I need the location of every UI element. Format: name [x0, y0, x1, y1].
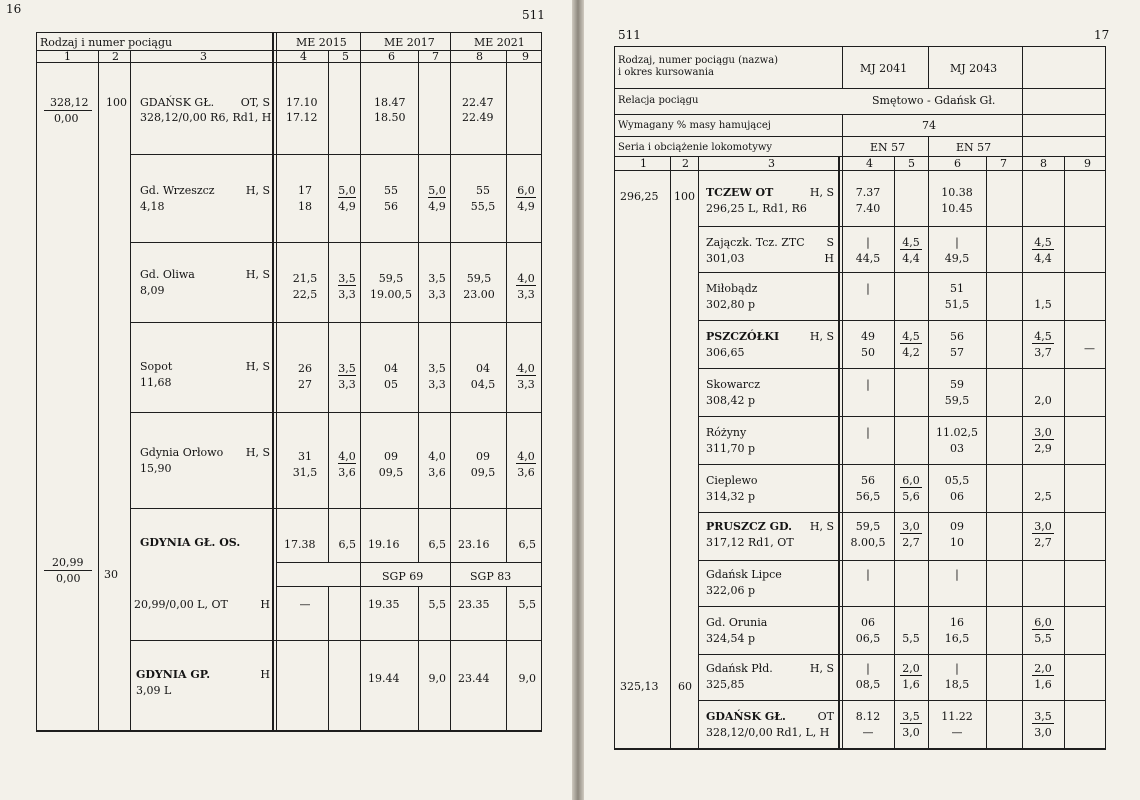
time-value: |	[955, 662, 959, 675]
run-time: 3,5	[428, 272, 446, 285]
station-name: Skowarcz	[706, 378, 761, 391]
time-value: |	[866, 426, 870, 439]
run-time: 3,7	[1034, 346, 1052, 359]
station-flags: H, S	[809, 662, 834, 675]
col-number: 3	[768, 157, 775, 170]
station-km: 20,99/0,00 L, OT	[134, 598, 228, 611]
time-value: 22.47	[462, 96, 494, 109]
time-value: 18	[298, 200, 312, 213]
km-end-sub: 0,00	[56, 572, 81, 585]
time-value: 23.44	[458, 672, 490, 685]
km-start: 328,12	[50, 96, 89, 109]
run-time: 3,0	[1032, 426, 1054, 440]
loco-value: EN 57	[956, 141, 992, 154]
col-number: 6	[954, 157, 961, 170]
col-number: 4	[300, 50, 307, 63]
time-value: —	[951, 726, 963, 739]
station-name: GDYNIA GŁ. OS.	[140, 536, 241, 549]
time-value: —	[862, 726, 874, 739]
run-time: 4,5	[1032, 236, 1054, 250]
station-name: GDYNIA GP.	[136, 668, 211, 681]
time-value: 17.10	[286, 96, 318, 109]
loco-value: EN 57	[870, 141, 906, 154]
run-time: 4,9	[338, 200, 356, 213]
station-km: 3,09 L	[136, 684, 172, 697]
sub-train-header: SGP 69	[382, 570, 424, 583]
run-time: 1,6	[1034, 678, 1052, 691]
header-label: Rodzaj, numer pociągu (nazwa)	[618, 55, 779, 66]
time-value: 56,5	[855, 490, 881, 503]
time-value: 19.44	[368, 672, 400, 685]
time-value: 05	[384, 378, 398, 391]
station-flags: H, S	[245, 446, 270, 459]
station-name: Różyny	[706, 426, 747, 439]
time-value: 17.12	[286, 111, 318, 124]
run-time: 4,0	[338, 450, 356, 463]
time-value: 10.38	[941, 186, 973, 199]
run-time: 3,0	[902, 726, 920, 739]
time-value: 59	[950, 378, 964, 391]
time-value: 8.00,5	[850, 536, 886, 549]
time-value: 49,5	[944, 252, 970, 265]
station-flags: H, S	[245, 184, 270, 197]
header-label: i okres kursowania	[618, 67, 715, 78]
col-number: 2	[682, 157, 689, 170]
station-km: 8,09	[140, 284, 165, 297]
station-flags: H	[824, 252, 834, 265]
time-value: 16	[950, 616, 964, 629]
time-value: 21,5	[292, 272, 318, 285]
run-time: 3,6	[517, 466, 535, 479]
run-time: 2,9	[1034, 442, 1052, 455]
time-value: 18.47	[374, 96, 406, 109]
run-time: 3,0	[900, 520, 922, 534]
time-value: 49	[861, 330, 875, 343]
station-flags: OT, S	[240, 96, 270, 109]
time-value: 55	[476, 184, 490, 197]
run-time: 3,0	[1034, 726, 1052, 739]
time-value: 55,5	[470, 200, 496, 213]
run-time: 3,5	[1032, 710, 1054, 724]
col-number: 2	[112, 50, 119, 63]
speed: 100	[106, 96, 127, 109]
time-value: 50	[861, 346, 875, 359]
book-gutter	[572, 0, 584, 800]
station-name: Gdynia Orłowo	[140, 446, 224, 459]
time-value: |	[866, 378, 870, 391]
run-time: 3,3	[517, 288, 535, 301]
time-value: 26	[298, 362, 312, 375]
time-value: 55	[384, 184, 398, 197]
station-km: 308,42 p	[706, 394, 756, 407]
time-value: 51,5	[944, 298, 970, 311]
time-value: 18.50	[374, 111, 406, 124]
station-km: 314,32 p	[706, 490, 756, 503]
time-value: 22,5	[292, 288, 318, 301]
station-km: 301,03	[706, 252, 745, 265]
station-flags: S	[826, 236, 834, 249]
station-km: 325,85	[706, 678, 745, 691]
km-end: 20,99	[52, 556, 84, 569]
train-header: MJ 2043	[950, 62, 998, 75]
time-value: 23.16	[458, 538, 490, 551]
time-value: 16,5	[944, 632, 970, 645]
time-value: 10	[950, 536, 964, 549]
km-end: 325,13	[620, 680, 659, 693]
run-time: 3,5	[900, 710, 922, 724]
run-time: 1,6	[902, 678, 920, 691]
corner-number: 511	[522, 8, 545, 22]
run-time: 5,5	[1034, 632, 1052, 645]
run-time: 6,0	[517, 184, 535, 197]
run-time: 4,4	[902, 252, 920, 265]
station-name: Gdańsk Płd.	[706, 662, 773, 675]
train-header: ME 2017	[384, 36, 435, 49]
train-header: MJ 2041	[860, 62, 908, 75]
run-time: 3,6	[338, 466, 356, 479]
run-time: 4,5	[900, 236, 922, 250]
col-number: 8	[1040, 157, 1047, 170]
page-number: 17	[1094, 28, 1110, 42]
speed: 60	[678, 680, 692, 693]
time-value: |	[866, 568, 870, 581]
col-number: 5	[908, 157, 915, 170]
station-km: 317,12 Rd1, OT	[706, 536, 794, 549]
col-number: 3	[200, 50, 207, 63]
station-flags: H, S	[809, 186, 834, 199]
time-value: 23.00	[463, 288, 495, 301]
run-time: 1,5	[1034, 298, 1052, 311]
station-km: 11,68	[140, 376, 172, 389]
time-value: 56	[384, 200, 398, 213]
run-time: 6,5	[518, 538, 536, 551]
col-number: 7	[1000, 157, 1007, 170]
station-flags: H, S	[245, 360, 270, 373]
time-value: 06,5	[855, 632, 881, 645]
run-time: 4,0	[517, 272, 535, 285]
time-value: 09	[384, 450, 398, 463]
col-number: 7	[432, 50, 439, 63]
run-time: 4,2	[902, 346, 920, 359]
km-start-sub: 0,00	[54, 112, 79, 125]
run-time: 4,4	[1034, 252, 1052, 265]
sub-train-header: SGP 83	[470, 570, 512, 583]
station-flags: H, S	[809, 330, 834, 343]
run-time: 4,5	[900, 330, 922, 344]
run-time: 9,0	[428, 672, 446, 685]
time-value: 19.00,5	[370, 288, 412, 301]
run-time: 6,0	[1032, 616, 1054, 630]
time-value: 8.12	[855, 710, 881, 723]
run-time: 3,3	[338, 378, 356, 391]
header-title: Rodzaj i numer pociągu	[40, 36, 173, 49]
time-value: 04	[384, 362, 398, 375]
col-number: 1	[640, 157, 647, 170]
station-name: Gd. Orunia	[706, 616, 768, 629]
station-flags: H, S	[809, 520, 834, 533]
time-value: 31	[298, 450, 312, 463]
time-value: 04	[476, 362, 490, 375]
run-time: 5,0	[338, 184, 356, 197]
run-time: 4,0	[517, 450, 535, 463]
run-time: 3,6	[428, 466, 446, 479]
station-km: 328,12/0,00 Rd1, L, H	[706, 726, 830, 739]
relacja-label: Relacja pociągu	[618, 95, 699, 106]
time-value: 09	[950, 520, 964, 533]
time-value: 31,5	[292, 466, 318, 479]
run-time: 2,7	[1034, 536, 1052, 549]
time-value: 04,5	[470, 378, 496, 391]
station-name: Zajączk. Tcz. ZTC	[706, 236, 805, 249]
time-value: 09	[476, 450, 490, 463]
time-value: 17	[298, 184, 312, 197]
run-time: 3,0	[1032, 520, 1054, 534]
run-time: 2,5	[1034, 490, 1052, 503]
run-time: 3,3	[517, 378, 535, 391]
speed: 100	[674, 190, 695, 203]
time-value: 06	[950, 490, 964, 503]
time-value: 06	[861, 616, 875, 629]
station-name: Cieplewo	[706, 474, 758, 487]
run-time: 5,5	[518, 598, 536, 611]
speed: 30	[104, 568, 118, 581]
run-time: 3,5	[338, 362, 356, 375]
run-time: 6,5	[428, 538, 446, 551]
station-name: Gd. Oliwa	[140, 268, 195, 281]
station-km: 311,70 p	[706, 442, 756, 455]
time-value: 10.45	[941, 202, 973, 215]
station-km: 328,12/0,00 R6, Rd1, H	[140, 111, 272, 124]
station-km: 306,65	[706, 346, 745, 359]
time-value: 22.49	[462, 111, 494, 124]
run-time: 4,0	[517, 362, 535, 375]
masa-value: 74	[922, 119, 936, 132]
corner-number: 511	[618, 28, 641, 42]
run-time: 5,5	[902, 632, 920, 645]
run-time: 5,0	[428, 184, 446, 197]
run-time: 4,9	[428, 200, 446, 213]
time-value: |	[866, 282, 870, 295]
time-value: |	[955, 568, 959, 581]
run-time: 3,3	[428, 378, 446, 391]
col-number: 8	[476, 50, 483, 63]
seria-label: Seria i obciążenie lokomotywy	[618, 142, 773, 153]
run-time: 2,0	[1032, 662, 1054, 676]
col-number: 9	[522, 50, 529, 63]
time-value: 11.02,5	[936, 426, 978, 439]
station-name: Sopot	[140, 360, 173, 373]
station-km: 324,54 p	[706, 632, 756, 645]
masa-label: Wymagany % masy hamującej	[618, 120, 771, 131]
train-header: ME 2021	[474, 36, 525, 49]
run-time: 2,0	[1034, 394, 1052, 407]
run-time: 4,0	[428, 450, 446, 463]
station-name: GDAŃSK GŁ.	[706, 710, 786, 723]
run-time: 2,7	[902, 536, 920, 549]
time-value: 18,5	[944, 678, 970, 691]
run-time: 5,5	[428, 598, 446, 611]
run-time: 5,6	[902, 490, 920, 503]
station-flags: H, S	[245, 268, 270, 281]
time-value: 59,5	[466, 272, 492, 285]
time-value: 03	[950, 442, 964, 455]
col-number: 4	[866, 157, 873, 170]
time-value: 56	[861, 474, 875, 487]
time-value: 59,5	[855, 520, 881, 533]
station-km: 322,06 p	[706, 584, 756, 597]
dash: —	[1084, 342, 1095, 355]
run-time: 3,3	[338, 288, 356, 301]
station-name: Miłobądz	[706, 282, 758, 295]
time-value: 27	[298, 378, 312, 391]
time-value: 08,5	[855, 678, 881, 691]
time-value: 09,5	[470, 466, 496, 479]
time-value: |	[866, 236, 870, 249]
time-value: 09,5	[378, 466, 404, 479]
right-page	[584, 0, 1140, 800]
run-time: 6,0	[900, 474, 922, 488]
time-value: 59,5	[378, 272, 404, 285]
station-name: PSZCZÓŁKI	[706, 330, 780, 343]
run-time: 3,5	[428, 362, 446, 375]
time-value: 44,5	[855, 252, 881, 265]
time-value: 56	[950, 330, 964, 343]
time-value: 05,5	[944, 474, 970, 487]
time-value: 23.35	[458, 598, 490, 611]
time-value: |	[866, 662, 870, 675]
time-value: 19.16	[368, 538, 400, 551]
station-km: 302,80 p	[706, 298, 756, 311]
time-value: 7.37	[855, 186, 881, 199]
run-time: 3,3	[428, 288, 446, 301]
run-time: 4,9	[517, 200, 535, 213]
time-value: 51	[950, 282, 964, 295]
run-time: 6,5	[338, 538, 356, 551]
station-flags: H	[260, 668, 270, 681]
run-time: 4,5	[1032, 330, 1054, 344]
station-km: 15,90	[140, 462, 172, 475]
run-time: 9,0	[518, 672, 536, 685]
time-value: 59,5	[944, 394, 970, 407]
station-flags: H	[260, 598, 270, 611]
col-number: 9	[1084, 157, 1091, 170]
station-name: TCZEW OT	[706, 186, 774, 199]
run-time: 3,5	[338, 272, 356, 285]
col-number: 5	[342, 50, 349, 63]
time-value: 11.22	[941, 710, 973, 723]
time-value: —	[299, 598, 311, 611]
time-value: |	[955, 236, 959, 249]
relacja-value: Smętowo - Gdańsk Gł.	[872, 94, 996, 107]
time-value: 57	[950, 346, 964, 359]
station-name: Gd. Wrzeszcz	[140, 184, 215, 197]
run-time: 2,0	[900, 662, 922, 676]
time-value: 7.40	[855, 202, 881, 215]
station-flags: OT	[817, 710, 834, 723]
station-km: 296,25 L, Rd1, R6	[706, 202, 807, 215]
time-value: 19.35	[368, 598, 400, 611]
page-number: 16	[6, 2, 22, 16]
time-value: 17.38	[284, 538, 316, 551]
station-name: PRUSZCZ GD.	[706, 520, 792, 533]
km-start: 296,25	[620, 190, 659, 203]
station-name: GDAŃSK GŁ.	[140, 96, 215, 109]
col-number: 6	[388, 50, 395, 63]
station-km: 4,18	[140, 200, 165, 213]
col-number: 1	[64, 50, 71, 63]
train-header: ME 2015	[296, 36, 347, 49]
station-name: Gdańsk Lipce	[706, 568, 782, 581]
